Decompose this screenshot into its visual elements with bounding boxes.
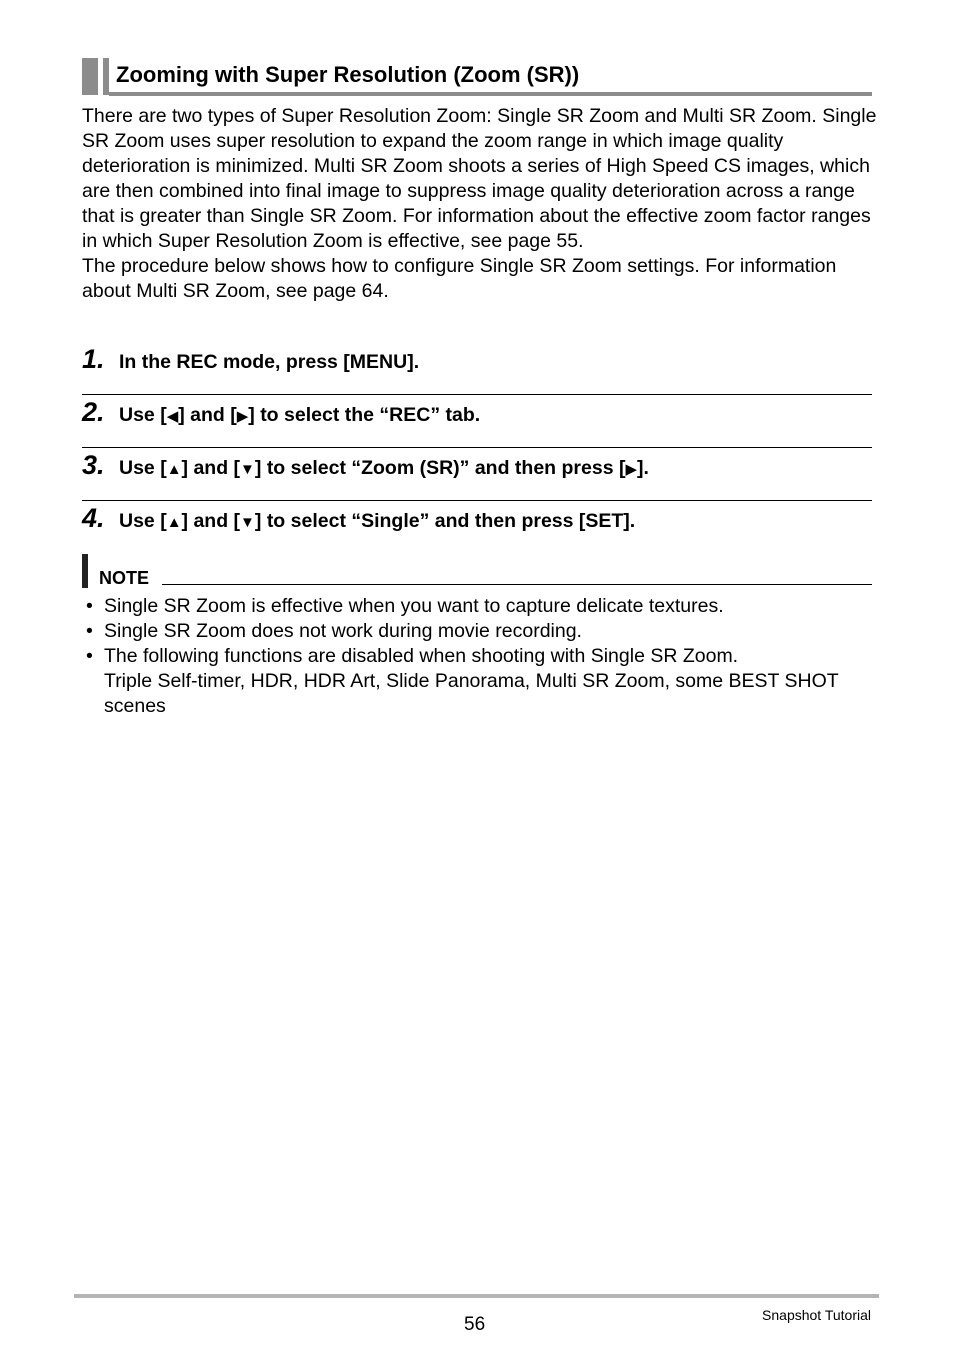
step-text: Use [◀] and [▶] to select the “REC” tab. — [119, 404, 481, 426]
footer-divider — [74, 1294, 879, 1298]
intro-paragraph: The procedure below shows how to configure Single SR Zoom settings. For information about Multi SR Zoom, see page 64. — [82, 255, 837, 302]
bullet-icon: • — [86, 645, 93, 667]
step-number: 2. — [82, 397, 105, 427]
heading-underline — [109, 92, 872, 96]
note-header — [82, 554, 872, 588]
page-title: Zooming with Super Resolution (Zoom (SR)) — [116, 62, 580, 87]
note-label: NOTE — [99, 568, 150, 588]
section-heading — [82, 58, 872, 98]
note-text: Single SR Zoom is effective when you want to capture delicate textures. — [104, 595, 724, 617]
note-divider — [162, 584, 872, 585]
step-number: 4. — [82, 503, 105, 533]
step-number: 3. — [82, 450, 105, 480]
footer-section-label: Snapshot Tutorial — [762, 1307, 871, 1323]
step-item — [82, 395, 872, 448]
step-text: Use [▲] and [▼] to select “Single” and then press [SET]. — [119, 510, 636, 532]
step-text: In the REC mode, press [MENU]. — [119, 351, 420, 373]
step-text: Use [▲] and [▼] to select “Zoom (SR)” and then press [▶]. — [119, 457, 649, 479]
right-arrow-icon: ▶ — [236, 408, 249, 425]
step-item — [82, 501, 872, 553]
page-number: 56 — [464, 1314, 486, 1335]
up-arrow-icon: ▲ — [166, 461, 182, 478]
step-number: 1. — [82, 344, 105, 374]
procedure-steps — [82, 342, 872, 553]
list-item — [82, 619, 872, 644]
down-arrow-icon: ▼ — [240, 514, 255, 531]
note-list — [82, 594, 872, 719]
left-arrow-icon: ◀ — [166, 408, 179, 425]
step-item — [82, 448, 872, 501]
bullet-icon: • — [86, 620, 93, 642]
list-item — [82, 594, 872, 619]
up-arrow-icon: ▲ — [166, 514, 182, 531]
step-item — [82, 342, 872, 395]
right-arrow-icon: ▶ — [625, 461, 637, 478]
note-text: The following functions are disabled when shooting with Single SR Zoom. — [104, 645, 739, 667]
list-item — [82, 644, 872, 719]
intro-text — [82, 104, 882, 304]
bullet-icon: • — [86, 595, 93, 617]
note-continuation: Triple Self-timer, HDR, HDR Art, Slide Panorama, Multi SR Zoom, some BEST SHOT scenes — [104, 670, 839, 717]
down-arrow-icon: ▼ — [240, 461, 255, 478]
heading-bar-icon — [82, 58, 98, 95]
intro-paragraph: There are two types of Super Resolution Zoom: Single SR Zoom and Multi SR Zoom. Single SR Zoom uses super resolution to expand the zoom range in which image quality deterioration is minimized. Multi SR Zoom shoots a series of High Speed CS images, which are then combined into final image to suppress image quality deterioration across a range that is greater than Single SR Zoom. For information about the effective zoom factor ranges in which Super Resolution Zoom is effective, see page 55. — [82, 105, 877, 252]
heading-bar-icon — [103, 58, 109, 95]
note-bar-icon — [82, 554, 88, 588]
note-text: Single SR Zoom does not work during movie recording. — [104, 620, 582, 642]
